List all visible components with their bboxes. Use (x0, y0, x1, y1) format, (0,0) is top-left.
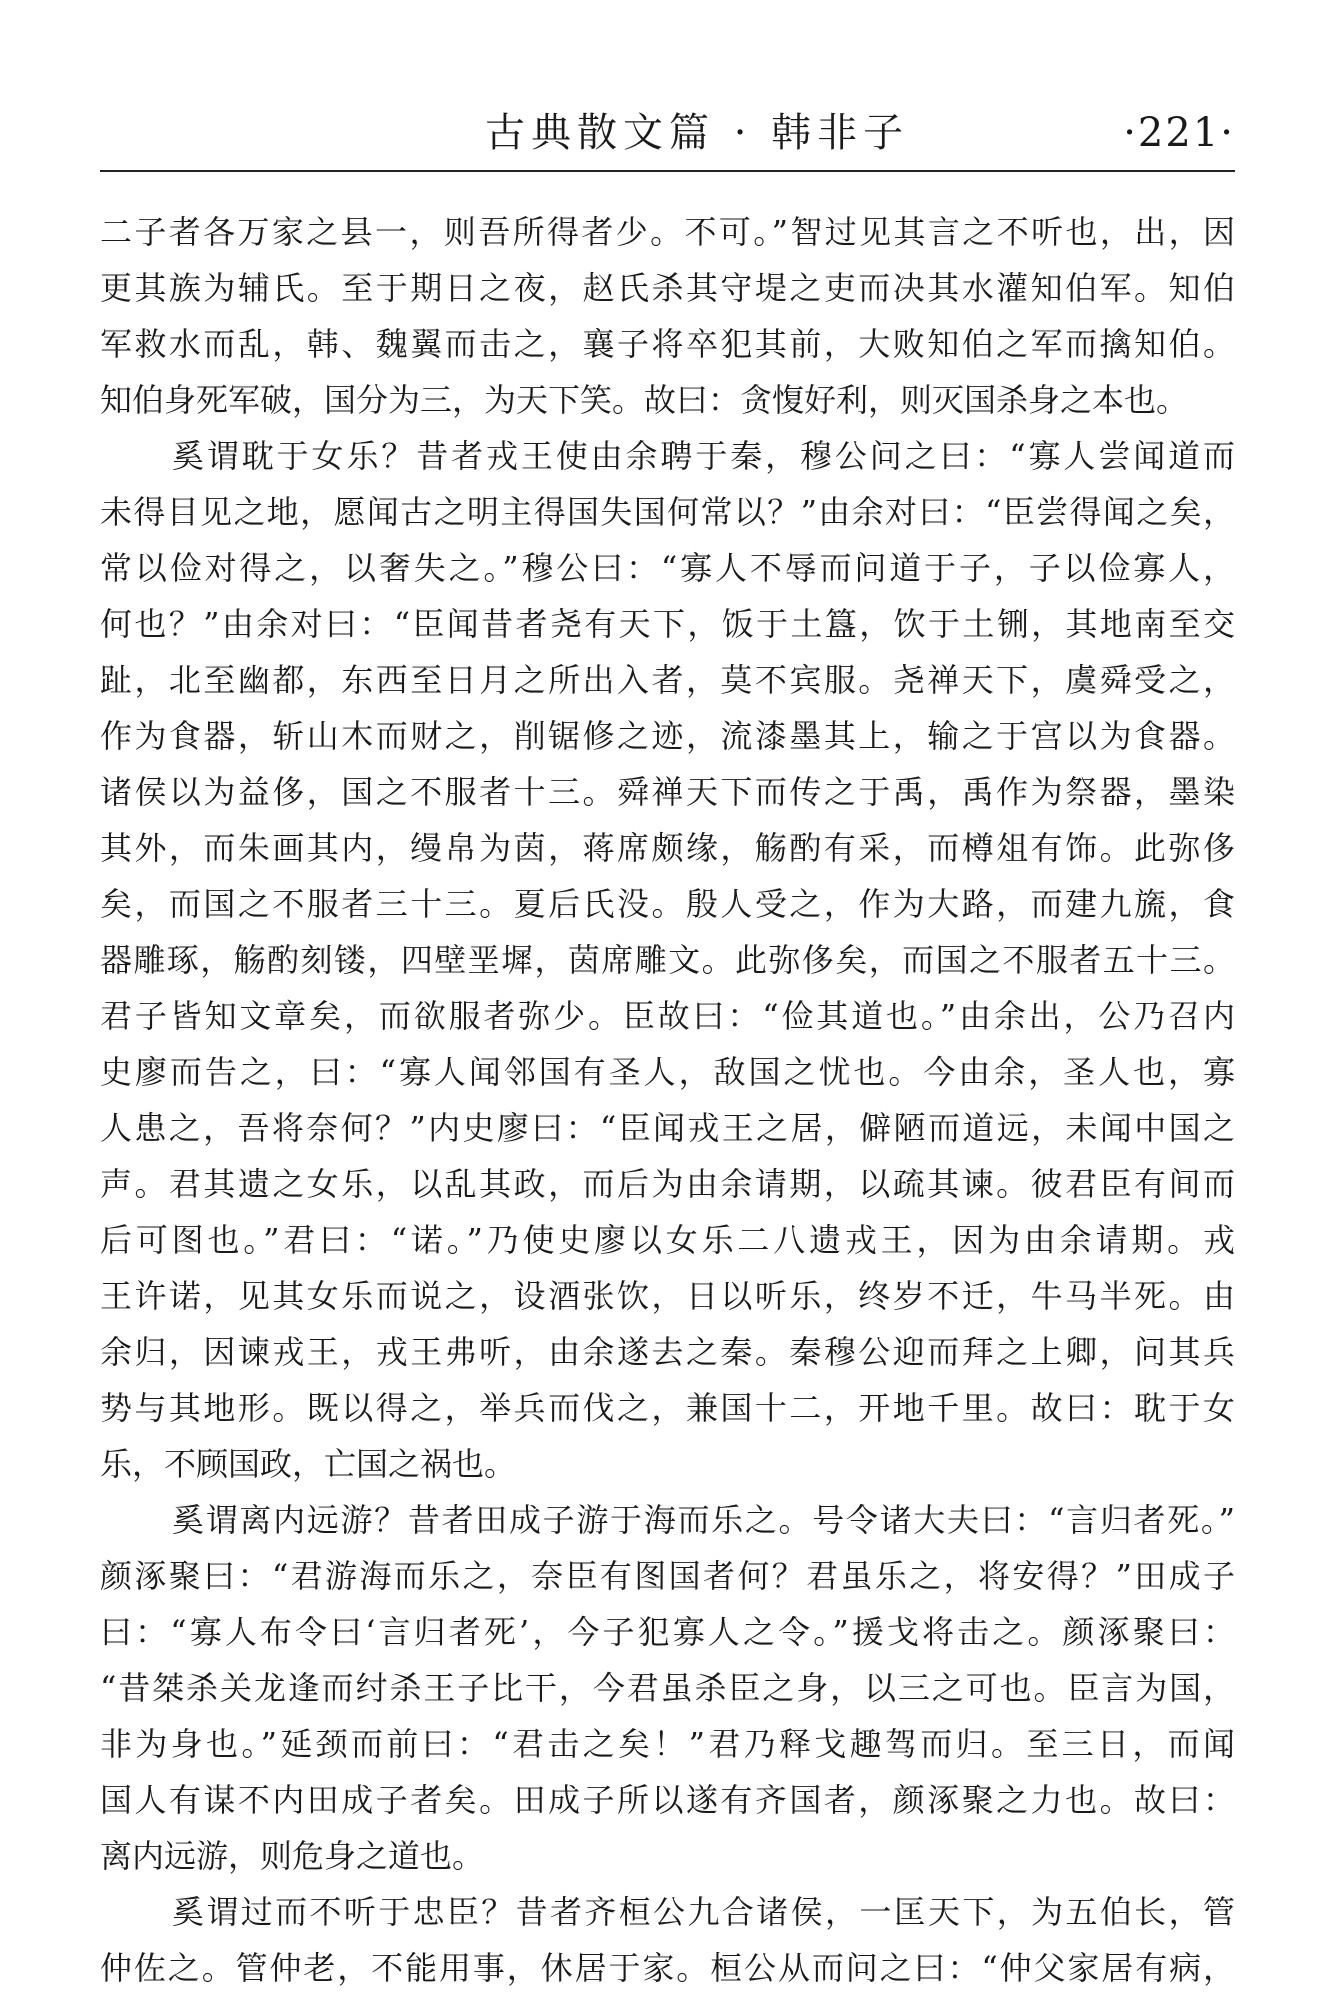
text-line: 曰：“寡人布令曰‘言归者死’，今子犯寡人之令。”援戈将击之。颜涿聚曰： (100, 1613, 1235, 1651)
text-line: 更其族为辅氏。至于期日之夜，赵氏杀其守堤之吏而决其水灌知伯军。知伯 (100, 269, 1235, 307)
text-line: 国人有谋不内田成子者矣。田成子所以遂有齐国者，颜涿聚之力也。故曰： (100, 1781, 1235, 1819)
text-line: 奚谓离内远游？昔者田成子游于海而乐之。号令诸大夫曰：“言归者死。” (172, 1501, 1235, 1539)
text-line: 后可图也。”君曰：“诺。”乃使史廖以女乐二八遗戎王，因为由余请期。戎 (100, 1221, 1235, 1259)
text-line: 作为食器，斩山木而财之，削锯修之迹，流漆墨其上，输之于宫以为食器。 (100, 717, 1235, 755)
text-line: 余归，因谏戎王，戎王弗听，由余遂去之秦。秦穆公迎而拜之上卿，问其兵 (100, 1333, 1235, 1371)
text-line: 趾，北至幽都，东西至日月之所出入者，莫不宾服。尧禅天下，虞舜受之， (100, 661, 1235, 699)
text-line: 何也？”由余对曰：“臣闻昔者尧有天下，饭于土簋，饮于土铏，其地南至交 (100, 605, 1235, 643)
text-line: 矣，而国之不服者三十三。夏后氏没。殷人受之，作为大路，而建九旒，食 (100, 885, 1235, 923)
text-line: 军救水而乱，韩、魏翼而击之，襄子将卒犯其前，大败知伯之军而擒知伯。 (100, 325, 1235, 363)
body-text (100, 204, 1235, 1996)
running-title: 古典散文篇 · 韩非子 (485, 110, 910, 156)
header-rule (100, 170, 1235, 172)
page-number: ·221· (1123, 110, 1235, 156)
text-line: 离内远游，则危身之道也。 (100, 1837, 485, 1875)
text-line: 非为身也。”延颈而前曰：“君击之矣！”君乃释戈趣驾而归。至三日，而闻 (100, 1725, 1235, 1763)
text-line: 君子皆知文章矣，而欲服者弥少。臣故曰：“俭其道也。”由余出，公乃召内 (100, 997, 1235, 1035)
text-line: 王许诺，见其女乐而说之，设酒张饮，日以听乐，终岁不迁，牛马半死。由 (100, 1277, 1235, 1315)
text-line: 常以俭对得之，以奢失之。”穆公曰：“寡人不辱而问道于子，子以俭寡人， (100, 549, 1235, 587)
text-line: 其外，而朱画其内，缦帛为茵，蒋席颇缘，觞酌有采，而樽俎有饰。此弥侈 (100, 829, 1235, 867)
text-line: “昔桀杀关龙逢而纣杀王子比干，今君虽杀臣之身，以三之可也。臣言为国， (100, 1669, 1235, 1707)
text-line: 未得目见之地，愿闻古之明主得国失国何常以？”由余对曰：“臣尝得闻之矣， (100, 493, 1235, 531)
text-line: 颜涿聚曰：“君游海而乐之，奈臣有图国者何？君虽乐之，将安得？”田成子 (100, 1557, 1235, 1595)
text-line: 声。君其遗之女乐，以乱其政，而后为由余请期，以疏其谏。彼君臣有间而 (100, 1165, 1235, 1203)
running-head (100, 104, 1235, 162)
text-line: 势与其地形。既以得之，举兵而伐之，兼国十二，开地千里。故曰：耽于女 (100, 1389, 1235, 1427)
text-line: 器雕琢，觞酌刻镂，四壁垩墀，茵席雕文。此弥侈矣，而国之不服者五十三。 (100, 941, 1235, 979)
text-line: 人患之，吾将奈何？”内史廖曰：“臣闻戎王之居，僻陋而道远，未闻中国之 (100, 1109, 1235, 1147)
text-line: 知伯身死军破，国分为三，为天下笑。故曰：贪愎好利，则灭国杀身之本也。 (100, 381, 1189, 419)
text-line: 诸侯以为益侈，国之不服者十三。舜禅天下而传之于禹，禹作为祭器，墨染 (100, 773, 1235, 811)
text-line: 奚谓耽于女乐？昔者戎王使由余聘于秦，穆公问之曰：“寡人尝闻道而 (172, 437, 1235, 475)
text-line: 史廖而告之，曰：“寡人闻邻国有圣人，敌国之忧也。今由余，圣人也，寡 (100, 1053, 1235, 1091)
text-line: 乐，不顾国政，亡国之祸也。 (100, 1445, 517, 1483)
text-line: 奚谓过而不听于忠臣？昔者齐桓公九合诸侯，一匡天下，为五伯长，管 (172, 1893, 1235, 1931)
text-line: 二子者各万家之县一，则吾所得者少。不可。”智过见其言之不听也，出，因 (100, 213, 1235, 251)
text-line: 仲佐之。管仲老，不能用事，休居于家。桓公从而问之曰：“仲父家居有病， (100, 1949, 1235, 1987)
